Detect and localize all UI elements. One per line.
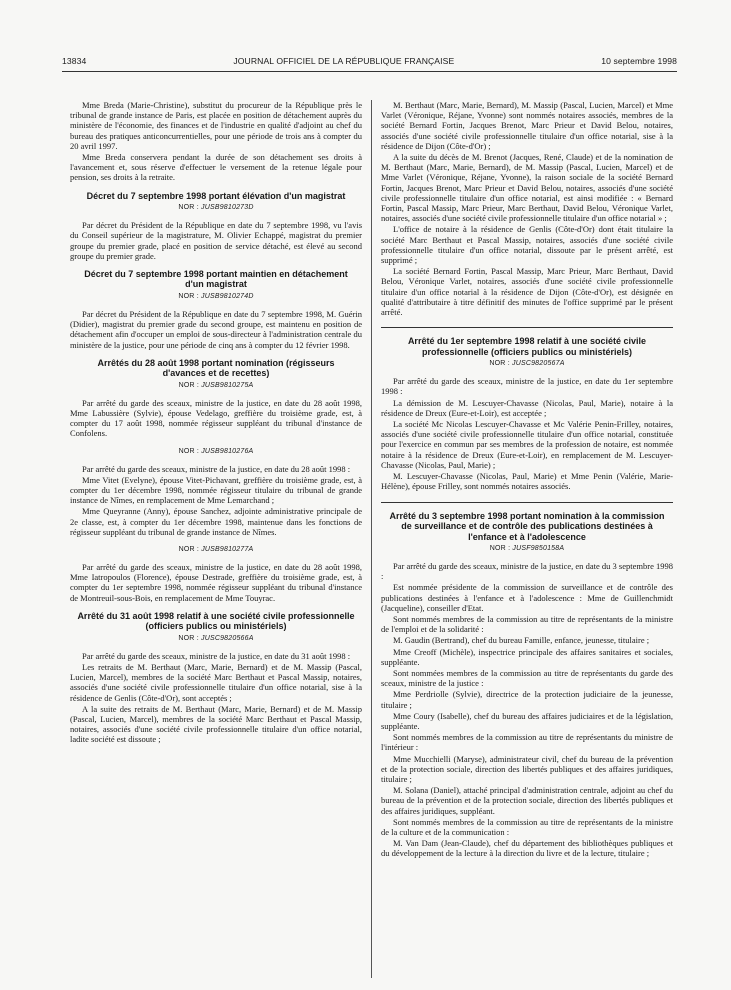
paragraph: Par décret du Président de la République en date du 7 septembre 1998, M. Guérin (Didier), magistrat du premier grade du second groupe, est maintenu en position de détachement afin d'occuper un emploi de sous-directeur à l'administration centrale du ministère de la justice, pour une période de cinq ans à compter du 12 février 1998. [70,308,362,350]
section-title: Arrêtés du 28 août 1998 portant nomination (régisseurs d'avances et de recettes) [97,357,335,379]
paragraph: M. Lescuyer-Chavasse (Nicolas, Paul, Marie) et Mme Penin (Valérie, Marie-Hélène), épouse Frilley, sont nommés notaires associés. [381,471,673,492]
nor-reference [381,359,673,368]
paragraph: Par arrêté du garde des sceaux, ministre de la justice, en date du 1er septembre 1998 : [381,376,673,397]
nor-code: JUSB9810277A [201,545,254,553]
page-header [62,54,677,68]
paragraph: La société Bernard Fortin, Pascal Massip, Marc Prieur, Marc Berthaut, David Belou, Véronique Varlet, notaires, associés d'une société civile professionnelle titulaire d'un office notarial à la résidence de Dijon (Côte-d'Or), est désignée en qualité d'attributaire à titre définitif des minutes de l'office supprimé par le présent arrêté. [381,266,673,318]
section-rule [381,502,673,503]
paragraph: Mme Queyranne (Anny), épouse Sanchez, adjointe administrative principale de 2e classe, est, à compter du 1er décembre 1998, maintenue dans les fonctions de régisseur suppléant du tribunal de grande instance de Nîmes. [70,506,362,537]
right-column [381,100,673,860]
paragraph: Sont nommées membres de la commission au titre de représentants du garde des sceaux, ministre de la justice : [381,668,673,689]
nor-label: NOR : [489,360,510,368]
section-title: Arrêté du 31 août 1998 relatif à une société civile professionnelle (officiers publics ou ministériels) [77,610,355,632]
nor-reference [70,292,362,301]
paragraph: Mme Perdriolle (Sylvie), directrice de la protection judiciaire de la jeunesse, titulaire ; [381,689,673,710]
paragraph: Mme Mucchielli (Maryse), administrateur civil, chef du bureau de la prévention et de la protection sociale, direction des libertés publiques et des affaires juridiques, titulaire ; [381,753,673,785]
nor-code: JUSC9820566A [201,634,254,642]
nor-label: NOR : [178,545,200,553]
section-title: Arrêté du 3 septembre 1998 portant nomination à la commission de surveillance et de contrôle des publications destinées à l'enfance et à l'adolescence [389,510,665,542]
decree-section [70,358,362,603]
nor-label: NOR : [178,204,199,212]
decree-section [70,611,362,745]
section-rule [381,327,673,328]
paragraph: Par arrêté du garde des sceaux, ministre de la justice, en date du 28 août 1998 : [82,463,351,474]
paragraph: Par arrêté du garde des sceaux, ministre de la justice, en date du 28 août 1998, Mme Labussière (Sylvie), épouse Vedelago, greffière du troisième grade, est, à compter du 17 août 1998, nommée régisseur suppléant du tribunal d'instance de Confolens. [70,397,362,439]
paragraph: A la suite des retraits de M. Berthaut (Marc, Marie, Bernard) et de M. Massip (Pascal, Lucien, Marcel), membres de la société Marc Berthaut et Pascal Massip, notaires, associés d'une société civile professionnelle titulaire d'un office notarial, ladite société est dissoute ; [70,703,362,745]
paragraph: Sont nommés membres de la commission au titre de représentants de la ministre de la culture et de la communication : [381,816,673,838]
paragraph: Mme Breda conservera pendant la durée de son détachement ses droits à l'avancement et, sous réserve d'effectuer le versement de la retenue légale pour pension, ses droits à la retraite. [70,152,362,183]
subsection [70,545,362,603]
paragraph: M. Solana (Daniel), attaché principal d'administration centrale, adjoint au chef du bureau de la prévention et de la protection sociale, direction des libertés publiques et des affaires juridiques, suppléant. [381,785,673,816]
paragraph: M. Berthaut (Marc, Marie, Bernard), M. Massip (Pascal, Lucien, Marcel) et Mme Varlet (Véronique, Réjane, Yvonne) sont nommés notaires associés, membres de la société Bernard Fortin, Jacques Brenot, Marc Prieur et David Belou, notaires, associés d'une société civile professionnelle titulaire d'un office notarial, sise à la résidence de Dijon (Côte-d'Or) ; [381,100,673,151]
nor-reference [70,545,362,554]
nor-code: JUSB9810276A [201,447,254,455]
nor-label: NOR : [178,292,199,300]
decree-section [381,327,673,491]
subsection [70,447,362,537]
section-title: Arrêté du 1er septembre 1998 relatif à une société civile professionnelle (officiers publics ou ministériels) [407,336,647,357]
paragraph: Par arrêté du garde des sceaux, ministre de la justice, en date du 28 août 1998, Mme Iatropoulos (Florence), épouse Destrade, greffière du troisième grade, est, à compter du 1er septembre 1998, nommée régisseur suppléant du tribunal d'instance de Montreuil-sous-Bois, en remplacement de Mme Touyrac. [70,561,362,603]
nor-reference [70,634,362,643]
paragraph: Par décret du Président de la République en date du 7 septembre 1998, vu l'avis du Conseil supérieur de la magistrature, M. Olivier Echappé, magistrat du premier groupe du premier grade, placé en position de service détaché, est élevé au second groupe du premier grade. [70,220,362,261]
left-column [70,100,362,746]
paragraph: La société Mc Nicolas Lescuyer-Chavasse et Mc Valérie Penin-Frilley, notaires, associés d'une société civile professionnelle titulaire d'un office notarial, constituée pour l'exercice en commun par ses membres de la profession de notaire, est nommée notaire à la résidence de Dreux (Eure-et-Loir), en remplacement de M. Lescuyer-Chavasse (Nicolas, Paul, Marie) ; [381,419,673,470]
paragraph: Les retraits de M. Berthaut (Marc, Marie, Bernard) et de M. Massip (Pascal, Lucien, Marcel), membres de la société Marc Berthaut et Pascal Massip, notaires, associés d'une société civile professionnelle titulaire d'un office notarial, sise à la résidence de Genlis (Côte-d'Or), sont acceptés ; [70,662,362,703]
paragraph: La démission de M. Lescuyer-Chavasse (Nicolas, Paul, Marie), notaire à la résidence de Dreux (Eure-et-Loir), est acceptée ; [381,397,673,418]
paragraph: Par arrêté du garde des sceaux, ministre de la justice, en date du 31 août 1998 : [82,650,351,661]
paragraph: Sont nommés membres de la commission au titre de représentants du ministre de l'intérieur : [381,732,673,753]
paragraph: Par arrêté du garde des sceaux, ministre de la justice, en date du 3 septembre 1998 : [381,561,673,582]
section-title: Décret du 7 septembre 1998 portant maintien en détachement d'un magistrat [84,268,348,290]
section-title: Décret du 7 septembre 1998 portant élévation d'un magistrat [86,190,346,201]
paragraph: Mme Creoff (Michèle), inspectrice principale des affaires sanitaires et sociales, suppléante. [381,646,673,667]
journal-title: JOURNAL OFFICIEL DE LA RÉPUBLIQUE FRANÇAISE [233,56,455,66]
paragraph: L'office de notaire à la résidence de Genlis (Côte-d'Or) dont était titulaire la société Marc Berthaut et Pascal Massip, notaires, associés d'une société civile professionnelle titulaire d'un office notarial, dissoute par le présent arrêté, est supprimé ; [381,224,673,266]
page-number: 13834 [62,56,87,66]
nor-label: NOR : [178,381,200,389]
paragraph: Est nommée présidente de la commission de surveillance et de contrôle des publications destinées à l'enfance et à l'adolescence : Mme de Guillenchmidt (Jacqueline), conseiller d'Etat. [381,582,673,613]
nor-reference [70,203,362,212]
paragraph: M. Gaudin (Bertrand), chef du bureau Famille, enfance, jeunesse, titulaire ; [393,635,650,646]
nor-reference [70,381,362,390]
issue-date: 10 septembre 1998 [601,56,677,66]
decree-section [70,269,362,350]
nor-code: JUSC9820567A [512,360,565,368]
nor-reference [70,447,362,456]
paragraph: A la suite du décès de M. Brenot (Jacques, René, Claude) et de la nomination de M. Berthaut (Marc, Marie, Bernard), de M. Massip (Pascal, Lucien, Marcel) et de Mme Varlet (Véronique, Réjane, Yvonne), la raison sociale de la société Bernard Fortin, Jacques Brenot, Marc Prieur et David Belou, notaires, associés d'une société civile professionnelle titulaire d'un office notarial, est ainsi modifiée : « Bernard Fortin, Pascal Massip, Marc Prieur, Marc Berthaut, David Belou, Véronique Varlet, notaires, associés d'une société civile professionnelle titulaire d'un office notarial » ; [381,152,673,224]
decree-section [70,191,362,261]
paragraph: Mme Breda (Marie-Christine), substitut du procureur de la République près le tribunal de grande instance de Paris, est placée en position de détachement auprès du ministère de l'économie, des finances et de l'industrie en qualité d'adjoint au chef du bureau des pratiques anticoncurrentielles, pour une période de trois ans à compter du 20 avril 1997. [70,100,362,151]
column-divider [371,100,372,978]
nor-code: JUSF9850158A [512,545,565,552]
paragraph: M. Van Dam (Jean-Claude), chef du département des bibliothèques publiques et du développement de la lecture à la direction du livre et de la lecture, titulaire ; [381,838,673,859]
nor-code: JUSB9810274D [201,292,254,300]
nor-label: NOR : [178,447,200,455]
nor-reference [381,544,673,553]
nor-code: JUSB9810275A [201,381,254,389]
decree-section [381,502,673,859]
nor-label: NOR : [489,545,511,552]
paragraph: Mme Vitet (Evelyne), épouse Vitet-Pichavant, greffière du troisième grade, est, à compter du 1er décembre 1998, nommée régisseur titulaire du tribunal de grande instance de Nîmes, en remplacement de Mme Lemarchand ; [70,474,362,506]
header-rule [62,71,677,72]
nor-label: NOR : [178,634,199,642]
paragraph: Sont nommés membres de la commission au titre de représentants de la ministre de l'emploi et de la solidarité : [381,614,673,635]
paragraph: Mme Coury (Isabelle), chef du bureau des affaires judiciaires et de la législation, suppléante. [381,710,673,732]
nor-code: JUSB9810273D [201,204,254,212]
